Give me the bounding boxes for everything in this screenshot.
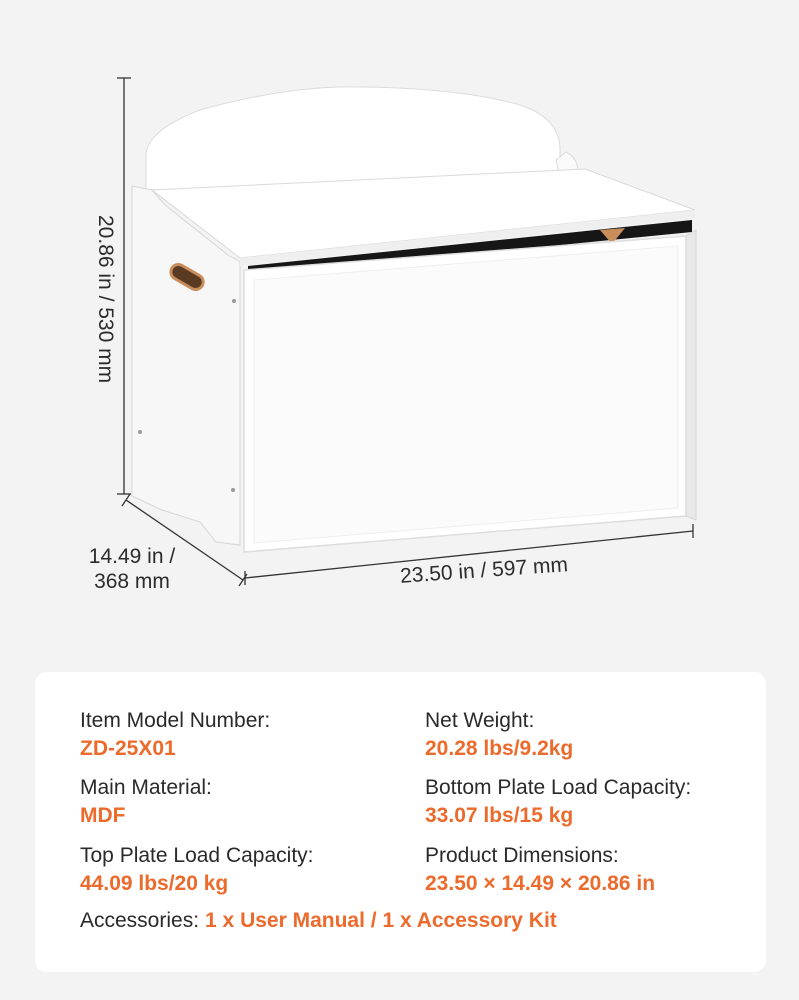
spec-model-number (80, 707, 270, 763)
spec-top-plate-capacity (80, 842, 313, 898)
height-dimension-label: 20.86 in / 530 mm (94, 215, 117, 384)
spec-accessories (80, 907, 557, 935)
spec-label: Accessories: (80, 909, 200, 932)
specifications-card (35, 672, 766, 972)
spec-value: 20.28 lbs/9.2kg (425, 737, 574, 760)
spec-label: Item Model Number: (80, 709, 271, 732)
width-dimension-label: 23.50 in / 597 mm (399, 553, 569, 588)
spec-value: MDF (80, 804, 126, 827)
spec-label: Top Plate Load Capacity: (80, 844, 314, 867)
spec-label: Product Dimensions: (425, 844, 619, 867)
spec-net-weight (425, 707, 573, 763)
depth-label-line1: 14.49 in / (88, 545, 176, 568)
spec-product-dimensions (425, 842, 655, 898)
depth-dimension-label (82, 544, 182, 594)
spec-bottom-plate-capacity (425, 774, 691, 830)
depth-label-line2: 368 mm (94, 570, 170, 594)
spec-main-material (80, 774, 212, 830)
spec-value: 23.50 × 14.49 × 20.86 in (425, 872, 656, 895)
spec-label: Main Material: (80, 776, 212, 799)
spec-label: Net Weight: (425, 709, 535, 732)
spec-value: 33.07 lbs/15 kg (425, 804, 574, 827)
spec-label: Bottom Plate Load Capacity: (425, 776, 692, 799)
spec-value: ZD-25X01 (80, 737, 176, 760)
spec-value: 44.09 lbs/20 kg (80, 872, 229, 895)
spec-value: 1 x User Manual / 1 x Accessory Kit (205, 909, 557, 932)
